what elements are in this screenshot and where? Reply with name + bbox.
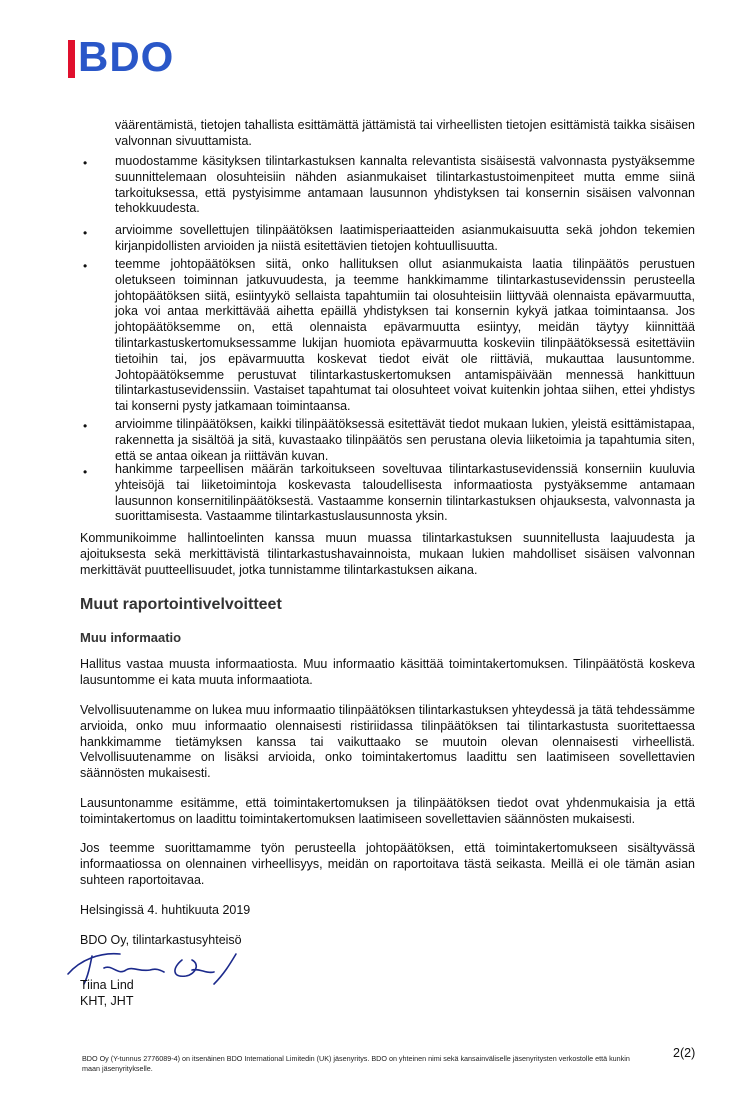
bullet-marker: • — [83, 156, 88, 170]
bullet-item: teemme johtopäätöksen siitä, onko hallituksen ollut asianmukaista laatia tilinpäätös perustuen oletukseen toiminnan jatkuvuudesta, ja teemme hankkimamme tilintarkastusevidenssin perusteella johtopäätöksen siitä, esiintyykö sellaista tapahtumiin tai olosuhteisiin liittyvää olennaista epävarmuutta, joka voi antaa merkittävää aihetta epäillä yhdistyksen tai konsernin kykyä jatkaa toimintaansa. Jos johtopäätöksemme on, että olennaista epävarmuutta esiintyy, meidän täytyy kiinnittää tilintarkastuskertomuksessamme lukijan huomiota epävarmuutta koskeviin tilinpäätöksessä esitettäviin tietoihin tai, jos epävarmuutta koskevat tiedot eivät ole riittäviä, mukauttaa lausuntomme. Johtopäätöksemme perustuvat tilintarkastuskertomuksen antamispäivään mennessä hankittuun tilintarkastusevidenssiin. Vastaiset tapahtumat tai olosuhteet voivat kuitenkin johtaa siihen, ettei yhdistys tai konserni pysty jatkamaan toimintaansa. — [115, 257, 695, 414]
bullet-item: arvioimme sovellettujen tilinpäätöksen laatimisperiaatteiden asianmukaisuutta sekä johdon tekemien kirjanpidollisten arvioiden ja niistä esitettävien tietojen kohtuullisuutta. — [115, 223, 695, 253]
bullet-marker: • — [83, 419, 88, 433]
place-date: Helsingissä 4. huhtikuuta 2019 — [80, 903, 251, 917]
other-info-paragraph: Hallitus vastaa muusta informaatiosta. Muu informaatio käsittää toimintakertomuksen. Tilinpäätöstä koskeva lausuntomme ei kata muuta informaatiota. — [80, 657, 695, 687]
logo-red-bar — [68, 40, 75, 78]
other-info-paragraph: Jos teemme suorittamamme työn perusteella johtopäätöksen, että toimintakertomukseen sisältyvässä informaatiossa on olennainen virheellisyys, meidän on raportoitava tästä seikasta. Meillä ei ole tämän asian suhteen raportoitavaa. — [80, 841, 695, 887]
bullet-marker: • — [83, 465, 88, 479]
bullet-item: arvioimme tilinpäätöksen, kaikki tilinpäätöksessä esitettävät tiedot mukaan lukien, yleistä esittämistapaa, rakennetta ja sisältöä ja sitä, kuvastaako tilinpäätös sen perustana olevia liiketoimia ja tapahtumia siten, että se antaa oikean ja riittävän kuvan. — [115, 417, 695, 463]
firm-name: BDO Oy, tilintarkastusyhteisö — [80, 933, 242, 947]
bullet-item: hankimme tarpeellisen määrän tarkoitukseen soveltuvaa tilintarkastusevidenssiä konserniin kuuluvia yhteisöjä tai liiketoimintoja koskevasta taloudellisesta informaatiosta pystyäksemme antamaan lausunnon konsernitilinpäätöksestä. Vastaamme konsernin tilintarkastuksen ohjauksesta, valvonnasta ja suorittamisesta. Vastaamme tilintarkastuslausunnosta yksin. — [115, 462, 695, 524]
section-heading: Muut raportointivelvoitteet — [80, 596, 282, 613]
intro-continuation: väärentämistä, tietojen tahallista esittämättä jättämistä tai virheellisten tietojen esittämistä taikka sisäisen valvonnan sivuuttamista. — [115, 118, 695, 148]
bdo-logo — [68, 33, 186, 80]
page-number: 2(2) — [673, 1046, 696, 1060]
subsection-heading: Muu informaatio — [80, 630, 182, 645]
signer-name: Tiina Lind — [80, 978, 134, 992]
bullet-marker: • — [83, 226, 88, 240]
communication-paragraph: Kommunikoimme hallintoelinten kanssa muun muassa tilintarkastuksen suunnitellusta laajuudesta ja ajoituksesta sekä merkittävistä tilintarkastushavainnoista, mukaan lukien mahdolliset sisäisen valvonnan merkittävät puutteellisuudet, jotka tunnistamme tilintarkastuksen aikana. — [80, 531, 695, 577]
logo-text: BDO — [78, 33, 175, 80]
bullet-item: muodostamme käsityksen tilintarkastuksen kannalta relevantista sisäisestä valvonnasta pystyäksemme suunnittelemaan olosuhteisiin nähden asianmukaiset tilintarkastustoimenpiteet mutta emme siinä tarkoituksessa, että pystyisimme antamaan lausunnon yhdistyksen tai konsernin sisäisen valvonnan tehokkuudesta. — [115, 154, 695, 216]
other-info-paragraph: Lausuntonamme esitämme, että toimintakertomuksen ja tilinpäätöksen tiedot ovat yhdenmukaisia ja että toimintakertomus on laadittu toimintakertomuksen laatimiseen sovellettavien säännösten mukaisesti. — [80, 796, 695, 826]
signer-titles: KHT, JHT — [80, 994, 134, 1008]
footer-text: BDO Oy (Y-tunnus 2776089-4) on itsenäinen BDO International Limitedin (UK) jäsenyritys. BDO on yhteinen nimi sekä kansainväliselle jäsenyritysten verkostolle että kunkin maan jäsenyritykselle. — [82, 1054, 630, 1073]
other-info-paragraph: Velvollisuutenamme on lukea muu informaatio tilinpäätöksen tilintarkastuksen yhteydessä ja tätä tehdessämme arvioida, onko muu informaatio olennaisesti ristiriidassa tilinpäätöksen tai tilintarkastusta suoritettaessa hankkimamme tietämyksen kanssa tai vaikuttaako se muutoin olevan olennaisesti virheellistä. Velvollisuutenamme on lisäksi arvioida, onko toimintakertomus laadittu sen laatimiseen sovellettavien säännösten mukaisesti. — [80, 703, 695, 781]
bullet-marker: • — [83, 259, 88, 273]
